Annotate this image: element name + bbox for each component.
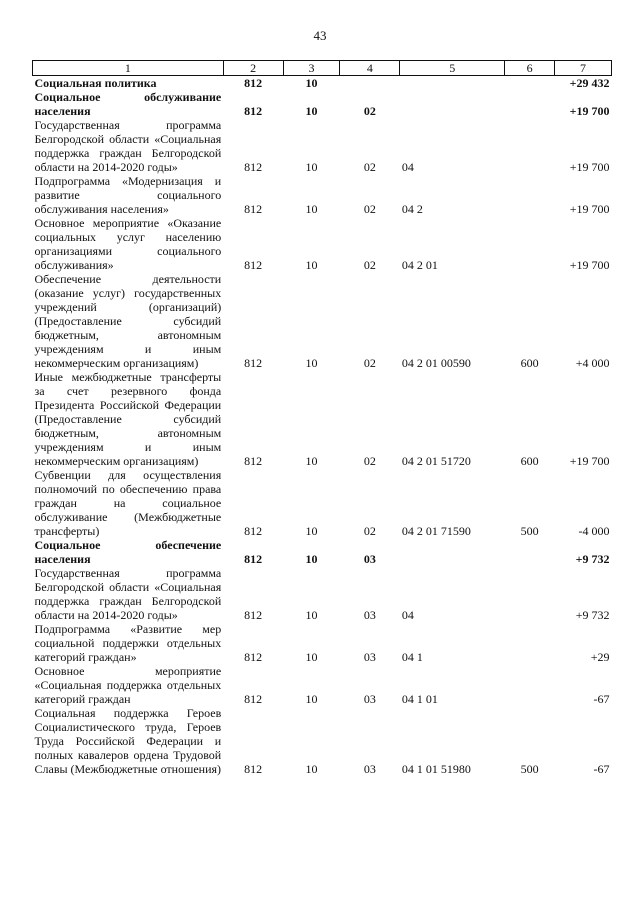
page-number: 43: [313, 28, 327, 43]
row-code-6: 500: [520, 762, 539, 776]
row-code-3: 10: [305, 650, 318, 664]
row-code-5: 04 2 01 71590: [401, 524, 471, 538]
table-row: [33, 664, 612, 706]
row-name: Социальное обслуживание населения: [34, 90, 222, 118]
table-row: [33, 76, 612, 91]
row-code-2: 812: [244, 258, 263, 272]
row-code-2: 812: [244, 650, 263, 664]
row-code-3: 10: [305, 76, 318, 90]
row-amount: +9 732: [575, 552, 610, 566]
row-code-5: 04: [401, 160, 414, 174]
row-code-5: 04 2 01: [401, 258, 438, 272]
table-row: [33, 538, 612, 566]
row-code-4: 03: [363, 552, 376, 566]
row-code-4: 03: [363, 608, 376, 622]
row-code-5: 04 1 01: [401, 692, 438, 706]
table-body: [33, 76, 612, 777]
row-code-4: 03: [363, 650, 376, 664]
row-code-6: [505, 90, 555, 118]
row-name: Основное мероприятие «Социальная поддержка отдельных категорий граждан: [34, 664, 222, 706]
row-name: Подпрограмма «Развитие мер социальной поддержки отдельных категорий граждан»: [34, 622, 222, 664]
row-code-5: [400, 76, 505, 91]
row-code-6: 500: [520, 524, 539, 538]
row-amount: -67: [593, 762, 610, 776]
row-code-4: 03: [363, 762, 376, 776]
row-code-5: 04 1: [401, 650, 423, 664]
row-code-5: 04 2 01 51720: [401, 454, 471, 468]
row-code-5: 04 2: [401, 202, 423, 216]
table-row: [33, 90, 612, 118]
row-code-2: 812: [244, 454, 263, 468]
row-code-4: 02: [363, 202, 376, 216]
row-code-4: 03: [363, 692, 376, 706]
row-code-5: [400, 90, 505, 118]
row-name: Основное мероприятие «Оказание социальных услуг населению организациями социального обслуживания»: [34, 216, 222, 272]
row-name: Государственная программа Белгородской области «Социальная поддержка граждан Белгородской области на 2014-2020 годы»: [34, 118, 222, 174]
row-code-6: [505, 622, 555, 664]
header-col-2: 2: [223, 61, 283, 76]
row-code-3: 10: [305, 762, 318, 776]
row-code-3: 10: [305, 608, 318, 622]
row-amount: +29 432: [569, 76, 610, 90]
row-name: Подпрограмма «Модернизация и развитие социального обслуживания населения»: [34, 174, 222, 216]
row-amount: +19 700: [569, 258, 610, 272]
table-row: [33, 370, 612, 468]
header-col-4: 4: [340, 61, 400, 76]
row-code-6: [505, 538, 555, 566]
header-col-6: 6: [505, 61, 555, 76]
row-code-2: 812: [244, 552, 263, 566]
row-code-6: [505, 76, 555, 91]
row-code-5: 04: [401, 608, 414, 622]
row-amount: +19 700: [569, 104, 610, 118]
row-amount: +19 700: [569, 160, 610, 174]
row-amount: +19 700: [569, 454, 610, 468]
table-row: [33, 706, 612, 776]
row-amount: +4 000: [575, 356, 610, 370]
row-code-3: 10: [305, 160, 318, 174]
table-row: [33, 272, 612, 370]
row-code-5: 04 1 01 51980: [401, 762, 471, 776]
row-name: Обеспечение деятельности (оказание услуг) государственных учреждений (организаций) (Предоставление субсидий бюджетным, автономным учреждениям и иным некоммерческим организациям): [34, 272, 222, 370]
row-code-2: 812: [244, 202, 263, 216]
row-name: Социальная поддержка Героев Социалистического труда, Героев Труда Российской Федерации и полных кавалеров ордена Трудовой Славы (Межбюджетные отношения): [34, 706, 222, 776]
row-amount: -4 000: [578, 524, 610, 538]
row-code-2: 812: [244, 160, 263, 174]
table-row: [33, 566, 612, 622]
row-amount: +9 732: [575, 608, 610, 622]
table-row: [33, 118, 612, 174]
table-row: [33, 216, 612, 272]
row-amount: +19 700: [569, 202, 610, 216]
row-name: Социальное обеспечение населения: [34, 538, 222, 566]
header-col-3: 3: [283, 61, 340, 76]
row-name: Социальная политика: [34, 76, 157, 90]
row-code-3: 10: [305, 692, 318, 706]
row-code-2: 812: [244, 356, 263, 370]
row-amount: +29: [590, 650, 610, 664]
row-code-3: 10: [305, 258, 318, 272]
row-code-4: [340, 76, 400, 91]
row-name: Государственная программа Белгородской области «Социальная поддержка граждан Белгородской области на 2014-2020 годы»: [34, 566, 222, 622]
row-code-3: 10: [305, 552, 318, 566]
row-code-3: 10: [305, 356, 318, 370]
row-code-3: 10: [305, 202, 318, 216]
row-code-3: 10: [305, 454, 318, 468]
row-code-2: 812: [244, 76, 263, 90]
row-code-4: 02: [363, 454, 376, 468]
row-code-2: 812: [244, 762, 263, 776]
row-code-4: 02: [363, 258, 376, 272]
row-name: Иные межбюджетные трансферты за счет резервного фонда Президента Российской Федерации (Предоставление субсидий бюджетным, автономным учреждениям и иным некоммерческим организациям): [34, 370, 222, 468]
row-code-6: [505, 566, 555, 622]
row-amount: -67: [593, 692, 610, 706]
row-code-4: 02: [363, 524, 376, 538]
row-code-2: 812: [244, 608, 263, 622]
table-row: [33, 622, 612, 664]
row-code-3: 10: [305, 104, 318, 118]
row-code-3: 10: [305, 524, 318, 538]
row-code-6: [505, 216, 555, 272]
row-name: Субвенции для осуществления полномочий по обеспечению права граждан на социальное обслуживание (Межбюджетные трансферты): [34, 468, 222, 538]
row-code-2: 812: [244, 692, 263, 706]
header-col-5: 5: [400, 61, 505, 76]
row-code-6: [505, 118, 555, 174]
header-col-1: 1: [33, 61, 224, 76]
table-header: [33, 61, 612, 76]
row-code-6: 600: [520, 454, 539, 468]
row-code-4: 02: [363, 160, 376, 174]
row-code-6: 600: [520, 356, 539, 370]
row-code-4: 02: [363, 356, 376, 370]
row-code-6: [505, 664, 555, 706]
row-code-2: 812: [244, 104, 263, 118]
row-code-5: 04 2 01 00590: [401, 356, 471, 370]
row-code-2: 812: [244, 524, 263, 538]
row-code-4: 02: [363, 104, 376, 118]
budget-table: [32, 60, 612, 776]
row-code-6: [505, 174, 555, 216]
row-code-5: [400, 538, 505, 566]
header-col-7: 7: [555, 61, 612, 76]
table-row: [33, 468, 612, 538]
table-row: [33, 174, 612, 216]
